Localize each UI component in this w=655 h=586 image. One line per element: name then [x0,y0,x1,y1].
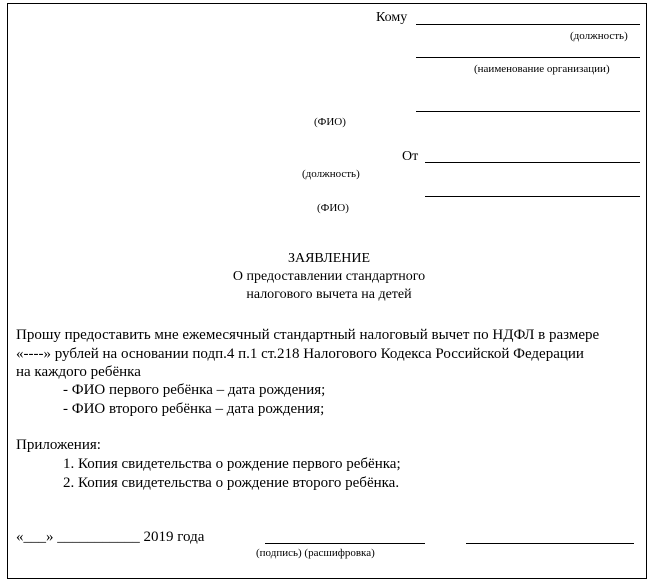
attachments-label: Приложения: [16,437,101,453]
document-subtitle-line1: О предоставлении стандартного [232,269,426,284]
fio-caption: (ФИО) [314,116,346,128]
from-label: От [402,149,419,164]
attachment-item-first: 1. Копия свидетельства о рождение первого ребёнка; [63,456,401,472]
from-fio-caption: (ФИО) [317,202,349,214]
to-position-line [416,24,640,25]
to-label: Кому [376,10,408,25]
from-position-caption: (должность) [302,168,360,180]
paragraph-line2: «----» рублей на основании подп.4 п.1 ст.218 Налогового Кодекса Российской Федерации [16,346,584,362]
signature-line [265,543,425,544]
decryption-line [466,543,634,544]
document-subtitle-line2: налогового вычета на детей [246,287,412,302]
position-caption: (должность) [570,30,628,42]
to-fio-line [416,111,640,112]
organization-caption: (наименование организации) [474,63,610,75]
attachment-item-second: 2. Копия свидетельства о рождение второго ребёнка. [63,475,400,491]
date-field: «___» ___________ 2019 года [16,529,205,545]
paragraph-line3: на каждого ребёнка [16,364,141,380]
child-item-second: - ФИО второго ребёнка – дата рождения; [63,401,325,417]
document-heading: ЗАЯВЛЕНИЕ [287,251,371,266]
organization-line [416,57,640,58]
from-fio-line [425,196,640,197]
child-item-first: - ФИО первого ребёнка – дата рождения; [63,382,326,398]
paragraph-line1: Прошу предоставить мне ежемесячный стандартный налоговый вычет по НДФЛ в размере [16,327,600,343]
from-position-line [425,162,640,163]
signature-caption: (подпись) (расшифровка) [256,547,375,559]
